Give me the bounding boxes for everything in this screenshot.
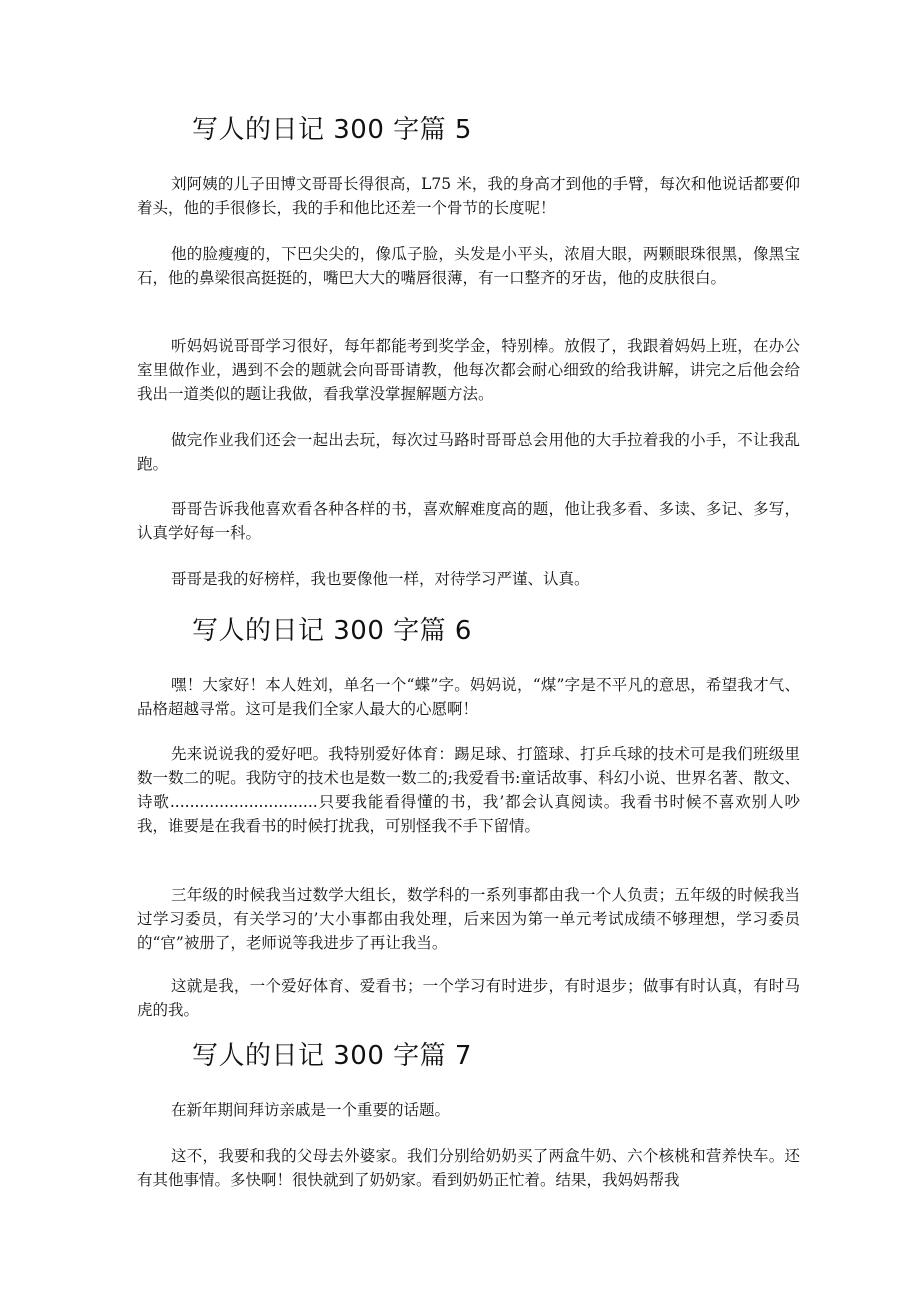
paragraph: 先来说说我的爱好吧。我特别爱好体育：踢足球、打篮球、打乒乓球的技术可是我们班级里数一数二的呢。我防守的技术也是数一数二的;我爱看书:童话故事、科幻小说、世界名著、散文、诗歌..............................只要我能看得懂的书，我’都会认真阅读。我看书时候不喜欢别人吵我，谁要是在我看书的时候打扰我，可别怪我不手下留情。 (137, 745, 800, 835)
paragraph: 刘阿姨的儿子田博文哥哥长得很高，L75 米，我的身高才到他的手臂，每次和他说话都要仰着头，他的手很修长，我的手和他比还差一个骨节的长度呢！ (137, 175, 800, 217)
paragraph: 他的脸瘦瘦的，下巴尖尖的，像瓜子脸，头发是小平头，浓眉大眼，两颗眼珠很黑，像黑宝石，他的鼻梁很高挺挺的，嘴巴大大的嘴唇很薄，有一口整齐的牙齿，他的皮肤很白。 (137, 245, 800, 287)
section-heading: 写人的日记 300 字篇 7 (192, 1041, 472, 1071)
paragraph: 听妈妈说哥哥学习很好，每年都能考到奖学金，特别棒。放假了，我跟着妈妈上班，在办公室里做作业，遇到不会的题就会向哥哥请教，他每次都会耐心细致的给我讲解，讲完之后他会给我出一道类似的题让我做，看我掌没掌握解题方法。 (137, 337, 800, 403)
paragraph: 这就是我，一个爱好体育、爱看书；一个学习有时进步，有时退步；做事有时认真，有时马虎的我。 (137, 977, 800, 1019)
section-heading: 写人的日记 300 字篇 6 (192, 616, 472, 646)
paragraph: 做完作业我们还会一起出去玩，每次过马路时哥哥总会用他的大手拉着我的小手，不让我乱跑。 (137, 431, 800, 473)
paragraph: 哥哥告诉我他喜欢看各种各样的书，喜欢解难度高的题，他让我多看、多读、多记、多写，认真学好每一科。 (137, 500, 800, 542)
paragraph: 这不，我要和我的父母去外婆家。我们分别给奶奶买了两盒牛奶、六个核桃和营养快车。还有其他事情。多快啊！很快就到了奶奶家。看到奶奶正忙着。结果，我妈妈帮我 (137, 1147, 800, 1189)
section-heading: 写人的日记 300 字篇 5 (192, 115, 472, 145)
paragraph: 在新年期间拜访亲戚是一个重要的话题。 (171, 1101, 451, 1119)
paragraph: 三年级的时候我当过数学大组长，数学科的一系列事都由我一个人负责；五年级的时候我当过学习委员，有关学习的’大小事都由我处理，后来因为第一单元考试成绩不够理想，学习委员的“官”被册了，老师说等我进步了再让我当。 (137, 886, 800, 952)
paragraph: 哥哥是我的好榜样，我也要像他一样，对待学习严谨、认真。 (171, 570, 590, 588)
paragraph: 嘿！大家好！本人姓刘，单名一个“蝶”字。妈妈说，“煤”字是不平凡的意思，希望我才气、品格超越寻常。这可是我们全家人最大的心愿啊！ (137, 676, 800, 718)
